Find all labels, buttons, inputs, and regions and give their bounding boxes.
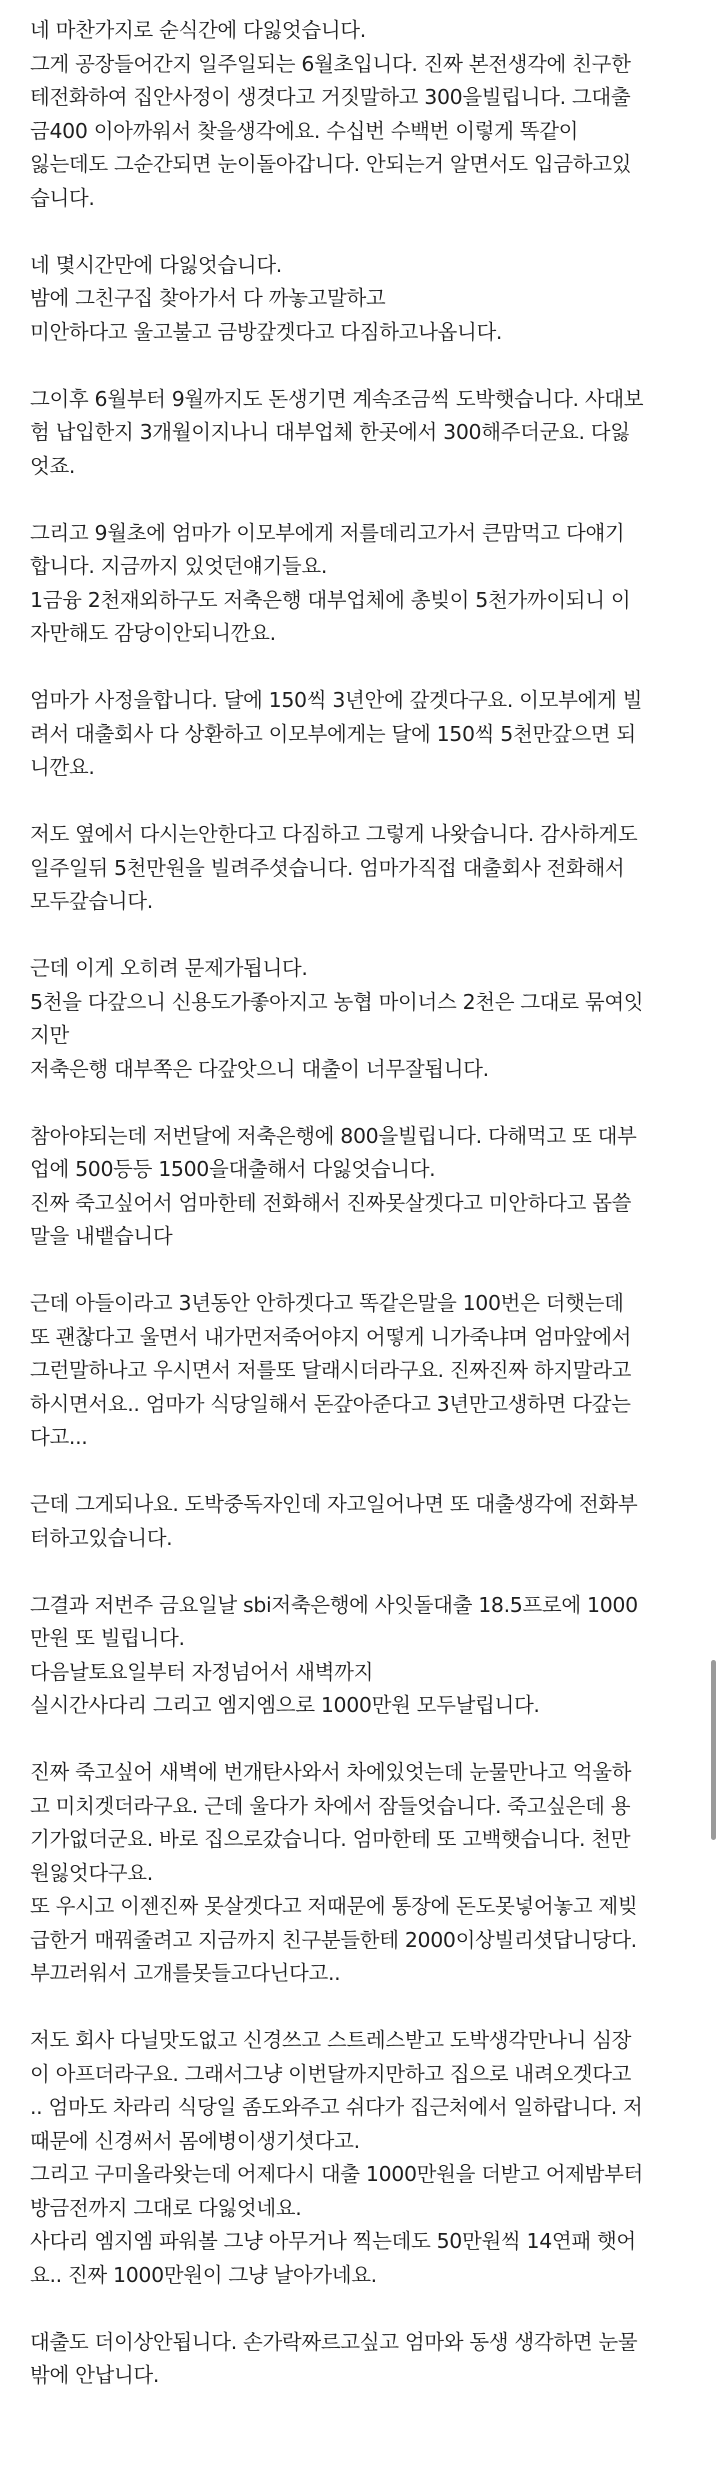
- post-text-line: 또 우시고 이젠진짜 못살겟다고 저때문에 통장에 돈도못넣어놓고 제빚: [30, 1894, 638, 1918]
- post-text-line: 일주일뒤 5천만원을 빌려주셧습니다. 엄마가직접 대출회사 전화해서: [30, 855, 625, 880]
- post-paragraph: [30, 1756, 705, 1991]
- post-paragraph: [30, 1589, 705, 1723]
- post-text-line: 모두갚습니다.: [30, 889, 153, 913]
- scrollbar-thumb[interactable]: [711, 1660, 716, 1840]
- post-text-line: 그리고 9월초에 엄마가 이모부에게 저를데리고가서 큰맘먹고 다얘기: [30, 520, 625, 545]
- post-text-line: 니깐요.: [30, 755, 95, 779]
- post-text-line: 만원 또 빌립니다.: [30, 1626, 185, 1650]
- post-text-line: 부끄러워서 고개를못들고다닌다고..: [30, 1961, 341, 1985]
- post-text-line: 엄마가 사정을합니다. 달에 150씩 3년안에 갚겟다구요. 이모부에게 빌: [30, 688, 643, 712]
- post-paragraph: [30, 1287, 705, 1455]
- post-text-line: 요.. 진짜 1000만원이 그냥 날아가네요.: [30, 2262, 377, 2287]
- post-paragraph: [30, 383, 705, 484]
- post-text-line: 진짜 죽고싶어 새벽에 번개탄사와서 차에있엇는데 눈물만나고 억울하: [30, 1760, 632, 1784]
- post-text-line: 5천을 다갚으니 신용도가좋아지고 농협 마이너스 2천은 그대로 묶여잇: [30, 989, 644, 1014]
- post-text-line: 그게 공장들어간지 일주일되는 6월초입니다. 진짜 본전생각에 친구한: [30, 51, 631, 76]
- post-text-line: 그런말하나고 우시면서 저를또 달래시더라구요. 진짜진짜 하지말라고: [30, 1358, 632, 1382]
- post-text-line: 말을 내뱉습니다: [30, 1224, 173, 1248]
- post-text-line: 또 괜찮다고 울면서 내가먼저죽어야지 어떻게 니가죽냐며 엄마앞에서: [30, 1324, 632, 1349]
- post-text-line: 엇죠.: [30, 453, 76, 478]
- post-text-line: 방금전까지 그대로 다잃엇네요.: [30, 2195, 302, 2220]
- post-text-line: 네 몇시간만에 다잃엇습니다.: [30, 252, 282, 277]
- post-text-line: 하시면서요.. 엄마가 식당일해서 돈갚아준다고 3년만고생하면 다갚는: [30, 1391, 631, 1416]
- post-text-line: 사다리 엠지엠 파워볼 그냥 아무거나 찍는데도 50만원씩 14연패 햇어: [30, 2229, 636, 2253]
- post-text-line: 자만해도 감당이안되니깐요.: [30, 621, 276, 645]
- post-text-line: 대출도 더이상안됩니다. 손가락짜르고싶고 엄마와 동생 생각하면 눈물: [30, 2329, 638, 2354]
- post-text-line: 터하고있습니다.: [30, 1525, 173, 1550]
- post-text-line: 네 마찬가지로 순식간에 다잃엇습니다.: [30, 18, 366, 42]
- post-text-line: .. 엄마도 차라리 식당일 좀도와주고 쉬다가 집근처에서 일하랍니다. 저: [30, 2095, 643, 2119]
- post-text-line: 합니다. 지금까지 있엇던얘기들요.: [30, 554, 328, 578]
- post-paragraph: [30, 952, 705, 1086]
- post-text-line: 근데 아들이라고 3년동안 안하겟다고 똑같은말을 100번은 더햇는데: [30, 1291, 624, 1315]
- post-text-line: 저축은행 대부쪽은 다갚앗으니 대출이 너무잘됩니다.: [30, 1056, 489, 1081]
- post-text-line: 다음날토요일부터 자정넘어서 새벽까지: [30, 1659, 374, 1684]
- post-paragraph: [30, 249, 705, 350]
- post-paragraph: [30, 818, 705, 919]
- post-paragraph: [30, 517, 705, 651]
- post-text-line: 근데 그게되나요. 도박중독자인데 자고일어나면 또 대출생각에 전화부: [30, 1492, 638, 1516]
- post-text-line: 근데 이게 오히려 문제가됩니다.: [30, 956, 308, 980]
- post-text-line: 금400 이아까워서 찾을생각에요. 수십번 수백번 이렇게 똑같이: [30, 118, 579, 143]
- post-text-line: 때문에 신경써서 몸에병이생기셧다고.: [30, 2128, 360, 2153]
- post-text-line: 밤에 그친구집 찾아가서 다 까놓고말하고: [30, 286, 386, 310]
- post-text-line: 원잃엇다구요.: [30, 1860, 153, 1885]
- post-body: [30, 14, 705, 2426]
- post-text-line: 그이후 6월부터 9월까지도 돈생기면 계속조금씩 도박햇습니다. 사대보: [30, 386, 644, 411]
- post-text-line: 잃는데도 그순간되면 눈이돌아갑니다. 안되는거 알면서도 입금하고있: [30, 152, 632, 176]
- post-text-line: 업에 500등등 1500을대출해서 다잃엇습니다.: [30, 1157, 436, 1181]
- post-text-line: 1금융 2천재외하구도 저축은행 대부업체에 총빚이 5천가까이되니 이: [30, 587, 631, 612]
- post-paragraph: [30, 1488, 705, 1555]
- post-text-line: 밖에 안납니다.: [30, 2363, 160, 2387]
- post-text-line: 험 납입한지 3개월이지나니 대부업체 한곳에서 300해주더군요. 다잃: [30, 420, 630, 444]
- post-text-line: 참아야되는데 저번달에 저축은행에 800을빌립니다. 다해먹고 또 대부: [30, 1123, 637, 1148]
- post-text-line: 진짜 죽고싶어서 엄마한테 전화해서 진짜못살겟다고 미안하다고 몹쓸: [30, 1190, 632, 1215]
- post-text-line: 테전화하여 집안사정이 생겻다고 거짓말하고 300을빌립니다. 그대출: [30, 85, 631, 109]
- post-text-line: 저도 옆에서 다시는안한다고 다짐하고 그렇게 나왓습니다. 감사하게도: [30, 822, 638, 846]
- post-paragraph: [30, 2024, 705, 2292]
- post-text-line: 기가없더군요. 바로 집으로갔습니다. 엄마한테 또 고백햇습니다. 천만: [30, 1827, 631, 1851]
- post-text-line: 급한거 매꿔줄려고 지금까지 친구분들한테 2000이상빌리셧답니당다.: [30, 1927, 637, 1952]
- post-paragraph: [30, 684, 705, 785]
- post-text-line: 다고...: [30, 1425, 88, 1449]
- post-text-line: 이 아프더라구요. 그래서그냥 이번달까지만하고 집으로 내려오겟다고: [30, 2061, 632, 2086]
- post-text-line: 그결과 저번주 금요일날 sbi저축은행에 사잇돌대출 18.5프로에 1000: [30, 1592, 638, 1617]
- post-text-line: 실시간사다리 그리고 엠지엠으로 1000만원 모두날립니다.: [30, 1693, 540, 1717]
- post-paragraph: [30, 14, 705, 215]
- post-text-line: 지만: [30, 1023, 69, 1047]
- post-text-line: 저도 회사 다닐맛도없고 신경쓰고 스트레스받고 도박생각만나니 심장: [30, 2028, 632, 2052]
- post-paragraph: [30, 1120, 705, 1254]
- post-text-line: 습니다.: [30, 185, 95, 210]
- post-text-line: 그리고 구미올라왓는데 어제다시 대출 1000만원을 더받고 어제밤부터: [30, 2162, 643, 2186]
- post-text-line: 려서 대출회사 다 상환하고 이모부에게는 달에 150씩 5천만갚으면 되: [30, 721, 636, 746]
- post-text-line: 미안하다고 울고불고 금방갚겟다고 다짐하고나옵니다.: [30, 319, 503, 344]
- post-paragraph: [30, 2326, 705, 2393]
- post-text-line: 고 미치겟더라구요. 근데 울다가 차에서 잠들엇습니다. 죽고싶은데 용: [30, 1793, 631, 1818]
